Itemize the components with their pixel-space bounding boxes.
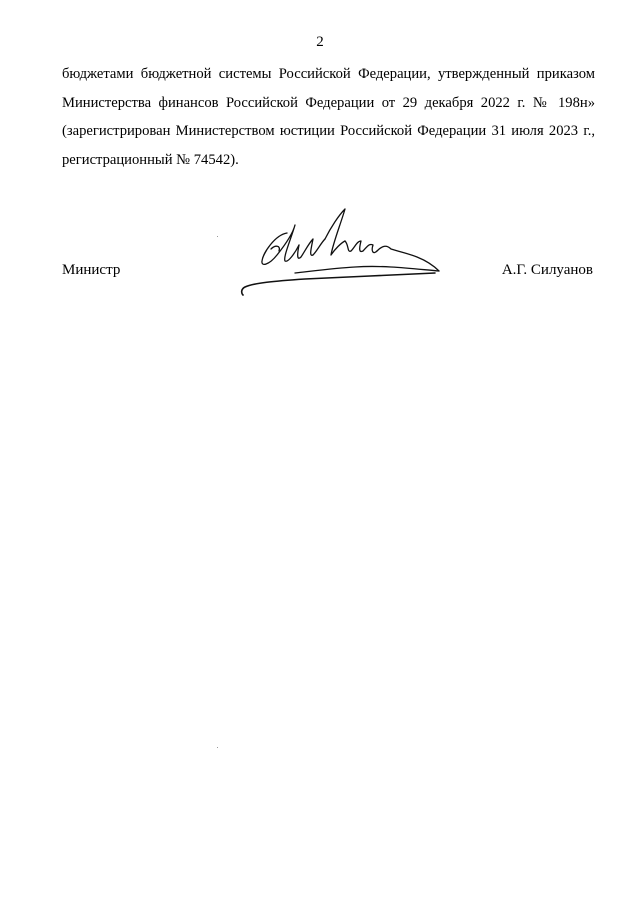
body-line-1: бюджетами бюджетной системы Российской Федерации, утвержденный приказом <box>62 66 595 82</box>
signatory-name: А.Г. Силуанов <box>501 262 593 278</box>
signature-block <box>0 0 640 320</box>
body-line-3: (зарегистрирован Министерством юстиции Российской Федерации 31 июля 2023 г., <box>62 123 595 139</box>
scan-speck <box>217 747 218 748</box>
body-line-4: регистрационный № 74542). <box>62 151 239 168</box>
body-line-2: Министерства финансов Российской Федерации от 29 декабря 2022 г. № 198н» <box>62 94 595 111</box>
signatory-position: Министр <box>62 262 121 278</box>
handwritten-signature-icon <box>235 205 445 305</box>
page-number: 2 <box>316 34 324 50</box>
scan-speck <box>217 236 218 237</box>
